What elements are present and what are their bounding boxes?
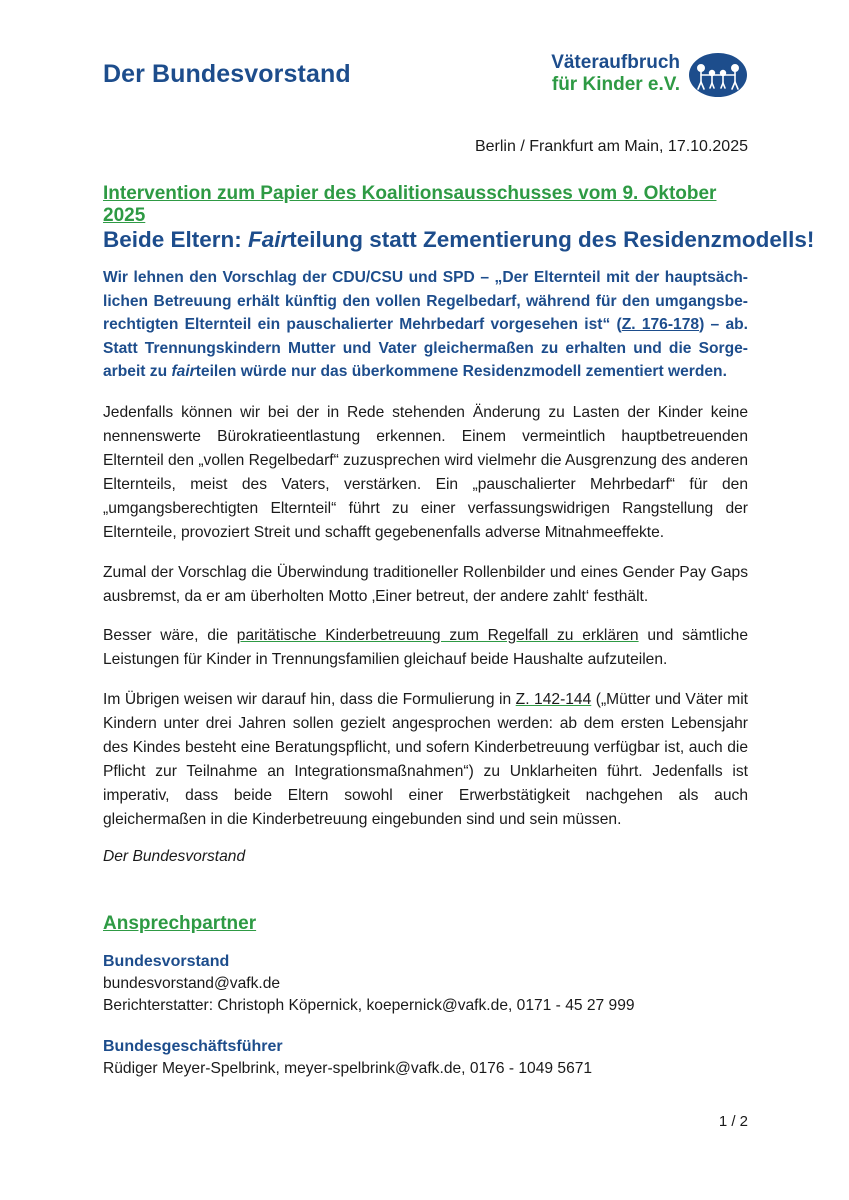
- intro-line-link[interactable]: Z. 176-178: [621, 316, 700, 334]
- paragraph-2: Zumal der Vorschlag die Überwindung traditioneller Rollenbilder und eines Gender Pay Gaps ausbremst, da er am überholten Motto ‚Einer betreut, der andere zahlt‘ festhält.: [103, 564, 748, 605]
- intro-text-1: Wir lehnen den Vorschlag der CDU/CSU und SPD – „Der Elternteil mit der hauptsächlichen Betreuung erhält künftig den vollen Regelbedarf, während für den umgangsberechtigten Elternteil ein pauschalierter Mehrbedarf vorgesehen ist“ (: [103, 269, 748, 334]
- title-italic: Fair: [248, 227, 290, 252]
- logo-line-2: für Kinder e.V.: [551, 74, 680, 95]
- header-title: Der Bundesvorstand: [103, 60, 351, 88]
- line-reference-link[interactable]: Z. 142-144: [515, 691, 592, 708]
- page-title: [103, 227, 815, 253]
- manager-line: Rüdiger Meyer-Spelbrink, meyer-spelbrink@vafk.de, 0176 - 1049 5671: [103, 1060, 593, 1077]
- logo-text: [551, 52, 680, 96]
- intro-text-3: teilen würde nur das überkommene Residenzmodell zementiert werden.: [195, 363, 727, 381]
- contacts-heading: Ansprechpartner: [103, 913, 257, 934]
- intro-text-2: ) – ab. Statt Trennungskindern Mutter und Vater gleichermaßen zu erhalten und die Sorgearbeit zu: [103, 316, 749, 381]
- signature: Der Bundesvorstand: [103, 848, 246, 865]
- paragraph-1: Jedenfalls können wir bei der in Rede stehenden Änderung zu Lasten der Kinder keine nennenswerte Bürokratieentlastung erkennen. Einem vermeintlich hauptbetreuenden Elternteil den „vollen Regelbedarf“ zuzusprechen wird vielmehr die Ausgrenzung des anderen Elternteils, meist des Vaters, verstärken. Ein „pauschalierter Mehrbedarf“ für den „umgangsberechtigten Elternteil“ führt zu einer verfassungswidrigen Rangstellung der Elternteile, provoziert Streit und schafft gegebenenfalls adverse Mitnahmeeffekte.: [103, 404, 748, 541]
- dateline: Berlin / Frankfurt am Main, 17.10.2025: [474, 138, 748, 155]
- board-email[interactable]: bundesvorstand@vafk.de: [103, 975, 281, 992]
- board-label: Bundesvorstand: [103, 953, 230, 970]
- paragraph-3-text-2: und sämtliche Leistungen für Kinder in Trennungsfamilien gleichauf beide Haushalte aufzuteilen.: [103, 627, 748, 668]
- reporter-line: Berichterstatter: Christoph Köpernick, koepernick@vafk.de, 0171 - 45 27 999: [103, 997, 635, 1014]
- title-part-2: teilung statt Zementierung des Residenzmodells!: [289, 227, 815, 252]
- family-figures-logo-icon: [688, 52, 748, 98]
- paragraph-4-text-1: Im Übrigen weisen wir darauf hin, dass die Formulierung in: [103, 691, 516, 708]
- organization-logo: [550, 52, 748, 98]
- logo-line-1: Väteraufbruch: [551, 52, 680, 73]
- paragraph-4: [103, 688, 748, 832]
- paritaetische-betreuung-link[interactable]: paritätische Kinderbetreuung zum Regelfall zu erklären: [236, 627, 639, 644]
- intro-paragraph: [103, 266, 748, 384]
- manager-label: Bundesgeschäftsführer: [103, 1038, 283, 1055]
- paragraph-3: [103, 624, 748, 672]
- subtitle: Intervention zum Papier des Koalitionsausschusses vom 9. Oktober 2025: [103, 183, 717, 226]
- paragraph-4-text-2: („Mütter und Väter mit Kindern unter drei Jahren sollen gezielt angesprochen werden: ab dem ersten Lebensjahr des Kindes besteht eine Beratungspflicht, und sofern Kinderbetreuung verfügbar ist, auch die Pflicht zur Teilnahme an Integrationsmaßnahmen“) zu Unklarheiten führt. Jedenfalls ist imperativ, dass beide Eltern sowohl einer Erwerbstätigkeit nachgehen als auch gleichermaßen in die Kinderbetreuung eingebunden sind und sein müssen.: [103, 691, 749, 828]
- document-page: [103, 0, 815, 1200]
- page-number: 1 / 2: [718, 1113, 748, 1130]
- intro-italic: fair: [171, 363, 196, 381]
- paragraph-3-text-1: Besser wäre, die: [103, 627, 237, 644]
- title-part-1: Beide Eltern:: [103, 227, 249, 252]
